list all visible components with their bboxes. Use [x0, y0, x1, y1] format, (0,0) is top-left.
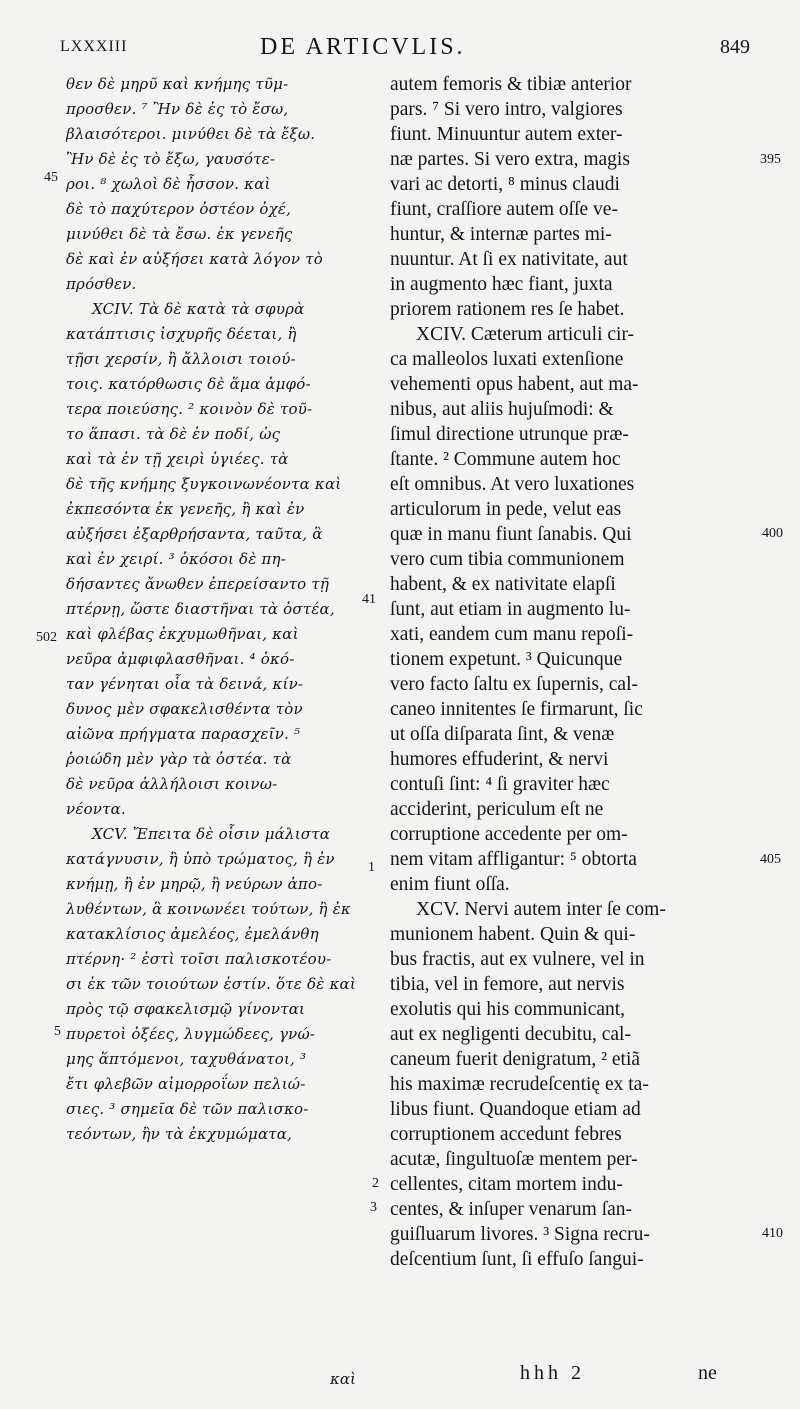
text-line: XCIV. Τὰ δὲ κατὰ τὰ σφυρὰ: [92, 300, 305, 318]
text-line: νέοντα.: [66, 800, 126, 818]
text-line: munionem habent. Quin & qui-: [390, 924, 636, 945]
margin-number-greek: 3: [370, 1200, 377, 1215]
text-line: corruptione accedente per om-: [390, 824, 628, 845]
text-line: ροι. ⁸ χωλοὶ δὲ ἧσσον. καὶ: [66, 175, 271, 193]
text-line: δυνος μὲν σφακελισθέντα τὸν: [66, 700, 303, 718]
text-line: ſunt, aut etiam in augmento lu-: [390, 599, 631, 620]
text-line: τῇσι χερσίν, ἢ ἄλλοισι τοιού-: [66, 350, 296, 368]
text-line: his maximæ recrudeſcentię ex ta-: [390, 1074, 649, 1095]
text-line: tibia, vel in femore, aut nervis: [390, 974, 625, 995]
text-line: contuſi ſint: ⁴ ſi graviter hæc: [390, 774, 610, 795]
text-line: nuuntur. At ſi ex nativitate, aut: [390, 249, 628, 270]
text-line: αὐξήσει ἐξαρθρήσαντα, ταῦτα, ἃ: [66, 525, 323, 543]
text-line: huntur, & internæ partes mi-: [390, 224, 612, 245]
text-line: τερα ποιεύσης. ² κοινὸν δὲ τοῦ-: [66, 400, 313, 418]
text-line: aut ex negligenti decubitu, cal-: [390, 1024, 631, 1045]
text-line: πρὸς τῷ σφακελισμῷ γίνονται: [66, 1000, 306, 1018]
text-line: πυρετοὶ ὀξέες, λυγμώδεες, γνώ-: [66, 1025, 316, 1043]
text-line: καὶ φλέβας ἐκχυμωθῆναι, καὶ: [66, 625, 299, 643]
text-line: δὲ καὶ ἐν αὐξήσει κατὰ λόγον τὸ: [66, 250, 323, 268]
text-line: vari ac detorti, ⁸ minus claudi: [390, 174, 620, 195]
text-line: κνήμῃ, ἢ ἐν μηρῷ, ἢ νεύρων ἀπο-: [66, 875, 323, 893]
text-line: θεν δὲ μηρῦ καὶ κνήμης τῦμ-: [66, 75, 289, 93]
text-line: humores effuderint, & nervi: [390, 749, 609, 770]
text-line: acutæ, ſingultuoſæ mentem per-: [390, 1149, 638, 1170]
text-line: vehementi opus habent, aut ma-: [390, 374, 639, 395]
text-line: vero cum tibia communionem: [390, 549, 625, 570]
text-line: ἔτι φλεβῶν αἱμορροΐων πελιώ-: [66, 1075, 306, 1093]
text-line: bus fractis, aut ex vulnere, vel in: [390, 949, 645, 970]
catchword-greek: καὶ: [330, 1370, 356, 1388]
margin-number-greek: 45: [44, 170, 58, 185]
margin-number-latin: 395: [760, 152, 781, 167]
text-line: μης ἅπτόμενοι, ταχυθάνατοι, ³: [66, 1050, 307, 1068]
page-number: 849: [720, 36, 750, 58]
text-line: exolutis qui his communicant,: [390, 999, 626, 1020]
text-line: ῥοιώδη μὲν γὰρ τὰ ὀστέα. τὰ: [66, 750, 292, 768]
text-line: nibus, aut aliis hujuſmodi: &: [390, 399, 614, 420]
text-line: το ἅπασι. τὰ δὲ ἐν ποδί, ὡς: [66, 425, 281, 443]
margin-number-greek: 502: [36, 630, 57, 645]
text-line: caneo innitentes ſe firmarunt, ſic: [390, 699, 643, 720]
running-header: [60, 34, 750, 64]
text-line: priorem rationem res ſe habet.: [390, 299, 625, 320]
text-line: δήσαντες ἄνωθεν ἐπερείσαντο τῇ: [66, 575, 330, 593]
text-line: vero facto ſaltu ex ſupernis, cal-: [390, 674, 638, 695]
text-line: κατάγνυσιν, ἢ ὑπὸ τρώματος, ἢ ἐν: [66, 850, 335, 868]
margin-number-latin: 405: [760, 852, 781, 867]
text-line: fiunt, craſſiore autem oſſe ve-: [390, 199, 618, 220]
text-line: ſtante. ² Commune autem hoc: [390, 449, 621, 470]
text-line: pars. ⁷ Si vero intro, valgiores: [390, 99, 623, 120]
text-line: καὶ τὰ ἐν τῇ χειρὶ ὑγιέες. τὰ: [66, 450, 289, 468]
text-line: ut oſſa diſparata ſint, & venæ: [390, 724, 615, 745]
text-line: quæ in manu fiunt ſanabis. Qui: [390, 524, 632, 545]
text-line: τεόντων, ἢν τὰ ἐκχυμώματα,: [66, 1125, 293, 1143]
text-line: fiunt. Minuuntur autem exter-: [390, 124, 623, 145]
text-line: acciderint, periculum eſt ne: [390, 799, 604, 820]
text-line: ἐκπεσόντα ἐκ γενεῆς, ἢ καὶ ἐν: [66, 500, 305, 518]
catchword-latin: ne: [698, 1362, 717, 1384]
text-line: corruptionem accedunt febres: [390, 1124, 622, 1145]
text-line: XCIV. Cæterum articuli cir-: [416, 324, 635, 345]
margin-number-greek: 41: [362, 592, 376, 607]
text-line: πτέρνη· ² ἐστὶ τοῖσι παλισκοτέου-: [66, 950, 332, 968]
text-line: κατακλίσιος ἀμελέος, ἐμελάνθη: [66, 925, 319, 943]
text-line: κατάπτισις ἰσχυρῆς δέεται, ἢ: [66, 325, 297, 343]
text-line: caneum fuerit denigratum, ² etiã: [390, 1049, 641, 1070]
margin-number-greek: 5: [54, 1024, 61, 1039]
text-line: guiſluarum livores. ³ Signa recru-: [390, 1224, 650, 1245]
text-line: XCV. Ἔπειτα δὲ οἷσιν μάλιστα: [92, 825, 331, 843]
text-line: enim fiunt oſſa.: [390, 874, 510, 895]
text-line: βλαισότεροι. μινύθει δὲ τὰ ἔξω.: [66, 125, 316, 143]
text-line: δὲ νεῦρα ἀλλήλοισι κοινω-: [66, 775, 278, 793]
margin-number-greek: 1: [368, 860, 375, 875]
text-line: νεῦρα ἀμφιφλασθῆναι. ⁴ ὁκό-: [66, 650, 295, 668]
text-line: σιες. ³ σημεῖα δὲ τῶν παλισκο-: [66, 1100, 309, 1118]
text-line: articulorum in pede, velut eas: [390, 499, 622, 520]
text-line: deſcentium ſunt, ſi effuſo ſangui-: [390, 1249, 644, 1270]
text-line: XCV. Nervi autem inter ſe com-: [416, 899, 666, 920]
text-line: centes, & inſuper venarum ſan-: [390, 1199, 633, 1220]
text-line: nem vitam affligantur: ⁵ obtorta: [390, 849, 637, 870]
text-line: τοις. κατόρθωσις δὲ ἅμα ἀμφό-: [66, 375, 311, 393]
text-line: πρόσθεν.: [66, 275, 137, 293]
text-line: Ἢν δὲ ἐς τὸ ἔξω, γαυσότε-: [66, 150, 276, 168]
text-line: αἰῶνα πρήγματα παρασχεῖν. ⁵: [66, 725, 301, 743]
text-line: προσθεν. ⁷ Ἢν δὲ ἐς τὸ ἔσω,: [66, 100, 289, 118]
chapter-number: LXXXIII: [60, 38, 128, 55]
text-line: ſimul directione utrunque præ-: [390, 424, 629, 445]
signature-mark: hhh 2: [520, 1362, 585, 1384]
text-line: autem femoris & tibiæ anterior: [390, 74, 632, 95]
text-line: ca malleolos luxati extenſione: [390, 349, 624, 370]
text-line: cellentes, citam mortem indu-: [390, 1174, 623, 1195]
text-line: λυθέντων, ἃ κοινωνέει τούτων, ἢ ἐκ: [66, 900, 351, 918]
text-line: δὲ τῆς κνήμης ξυγκοινωνέοντα καὶ: [66, 475, 342, 493]
margin-number-greek: 2: [372, 1176, 379, 1191]
text-line: næ partes. Si vero extra, magis: [390, 149, 630, 170]
text-line: habent, & ex nativitate elapſi: [390, 574, 616, 595]
margin-number-latin: 410: [762, 1226, 783, 1241]
text-line: libus fiunt. Quandoque etiam ad: [390, 1099, 641, 1120]
greek-text-column: [66, 72, 370, 1147]
text-line: μινύθει δὲ τὰ ἔσω. ἐκ γενεῆς: [66, 225, 293, 243]
margin-number-latin: 400: [762, 526, 783, 541]
text-line: in augmento hæc fiant, juxta: [390, 274, 613, 295]
text-line: πτέρνῃ, ὥστε διαστῆναι τὰ ὀστέα,: [66, 600, 335, 618]
text-line: eſt omnibus. At vero luxationes: [390, 474, 635, 495]
text-line: σι ἐκ τῶν τοιούτων ἐστίν. ὅτε δὲ καὶ: [66, 975, 356, 993]
text-line: ταν γένηται οἷα τὰ δεινά, κίν-: [66, 675, 304, 693]
text-line: καὶ ἐν χειρί. ³ ὁκόσοι δὲ πη-: [66, 550, 286, 568]
latin-text-column: [390, 72, 720, 1272]
text-line: xati, eandem cum manu repoſi-: [390, 624, 634, 645]
running-title: DE ARTICVLIS.: [260, 34, 466, 60]
text-line: δὲ τὸ παχύτερον ὀστέον ὀχέ,: [66, 200, 292, 218]
text-line: tionem expetunt. ³ Quicunque: [390, 649, 623, 670]
